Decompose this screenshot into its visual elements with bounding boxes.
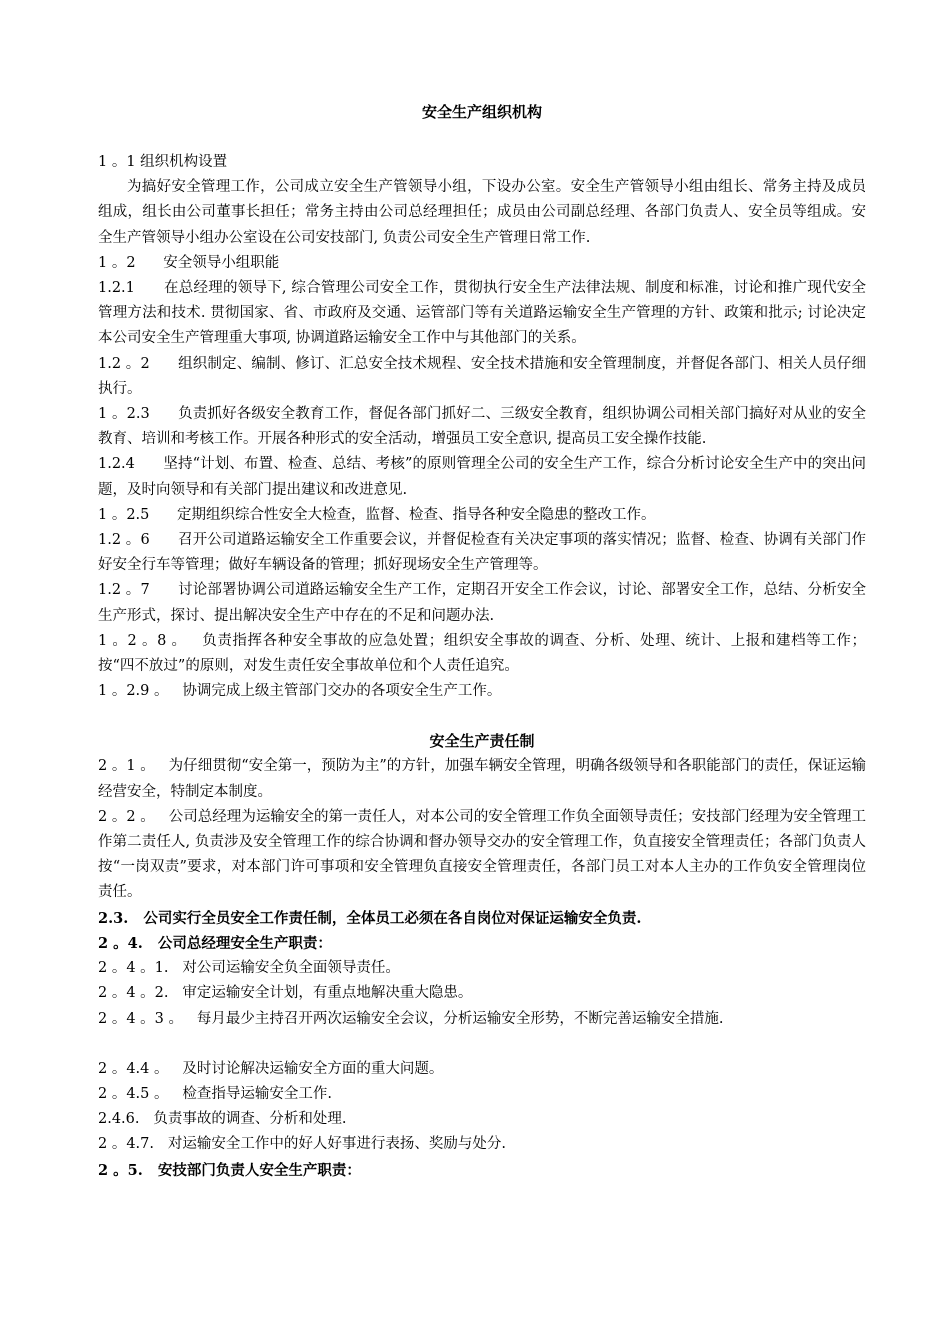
- paragraph: 2 。4 。1. 对公司运输安全负全面领导责任。: [98, 960, 400, 977]
- paragraph: 2 。1 。 为仔细贯彻“安全第一，预防为主”的方针，加强车辆安全管理，明确各级领导和各职能部门的责任，保证运输经营安全，特制定本制度。: [98, 758, 866, 800]
- paragraph: 2 。4 。3 。 每月最少主持召开两次运输安全会议，分析运输安全形势，不断完善运输安全措施.: [98, 1010, 724, 1027]
- document-page: [98, 100, 866, 1183]
- paragraph: 2 。2 。 公司总经理为运输安全的第一责任人，对本公司的安全管理工作负全面领导责任；安技部门经理为安全管理工作第二责任人, 负责涉及安全管理工作的综合协调和督办领导交办的安全管理工作，负直接安全管理责任；各部门负责人按“一岗双责”要求，对本部门许可事项和安全管理负直接安全管理责任，各部门员工对本人主办的工作负安全管理岗位责任。: [98, 808, 866, 901]
- paragraph: 2 。4.5 。 检查指导运输安全工作.: [98, 1085, 332, 1102]
- paragraph: 1.2 。2 组织制定、编制、修订、汇总安全技术规程、安全技术措施和安全管理制度，并督促各部门、相关人员仔细执行。: [98, 355, 866, 397]
- paragraph: 1 。1 组织机构设置: [98, 154, 228, 170]
- subheading: 2 。5. 安技部门负责人安全生产职责：: [98, 1161, 361, 1179]
- paragraph: 2 。4.7. 对运输安全工作中的好人好事进行表扬、奖励与处分.: [98, 1136, 506, 1153]
- paragraph: 2.4.6. 负责事故的调查、分析和处理.: [98, 1111, 347, 1128]
- paragraph: 1 。2.3 负责抓好各级安全教育工作，督促各部门抓好二、三级安全教育，组织协调公司相关部门搞好对从业的安全教育、培训和考核工作。开展各种形式的安全活动，增强员工安全意识, 提高员工安全操作技能.: [98, 406, 866, 448]
- paragraph: 1 。2.5 定期组织综合性安全大检查，监督、检查、指导各种安全隐患的整改工作。: [98, 506, 656, 523]
- spacer: [98, 704, 866, 729]
- subheading: 2 。4. 公司总经理安全生产职责：: [98, 934, 332, 952]
- section-title-organization: 安全生产组织机构: [421, 103, 542, 121]
- paragraph: 1.2 。6 召开公司道路运输安全工作重要会议，并督促检查有关决定事项的落实情况；监督、检查、协调有关部门作好安全行车等管理；做好车辆设备的管理；抓好现场安全生产管理等。: [98, 532, 866, 574]
- paragraph: 1.2.1 在总经理的领导下, 综合管理公司安全工作，贯彻执行安全生产法律法规、制度和标准，讨论和推广现代安全管理方法和技术. 贯彻国家、省、市政府及交通、运管部门等有关道路运输安全生产管理的方针、政策和批示; 讨论决定本公司安全生产管理重大事项, 协调道路运输安全工作中与其他部门的关系。: [98, 280, 866, 347]
- paragraph: 1 。2 。8 。 负责指挥各种安全事故的应急处置；组织安全事故的调查、分析、处理、统计、上报和建档等工作；按“四不放过”的原则，对发生责任安全事故单位和个人责任追究。: [98, 632, 866, 675]
- spacer: [98, 1032, 866, 1057]
- paragraph: 1 。2.9 。 协调完成上级主管部门交办的各项安全生产工作。: [98, 683, 502, 700]
- paragraph-bold: 2.3. 公司实行全员安全工作责任制，全体员工必须在各自岗位对保证运输安全负责.: [98, 909, 642, 927]
- paragraph: 1.2.4 坚持“计划、布置、检查、总结、考核”的原则管理全公司的安全生产工作，综合分析讨论安全生产中的突出问题，及时向领导和有关部门提出建议和改进意见.: [98, 456, 866, 498]
- paragraph: 1.2 。7 讨论部署协调公司道路运输安全生产工作，定期召开安全工作会议，讨论、部署安全工作，总结、分析安全生产形式，探讨、提出解决安全生产中存在的不足和问题办法.: [98, 582, 866, 624]
- paragraph: 2 。4 。2. 审定运输安全计划，有重点地解决重大隐患。: [98, 985, 473, 1002]
- paragraph: 1 。2 安全领导小组职能: [98, 254, 280, 271]
- paragraph: 为搞好安全管理工作，公司成立安全生产管领导小组，下设办公室。安全生产管领导小组由组长、常务主持及成员组成，组长由公司董事长担任；常务主持由公司总经理担任；成员由公司副总经理、各部门负责人、安全员等组成。安全生产管领导小组办公室设在公司安技部门, 负责公司安全生产管理日常工作.: [98, 179, 866, 246]
- section-title-responsibility: 安全生产责任制: [429, 732, 535, 751]
- paragraph: 2 。4.4 。 及时讨论解决运输安全方面的重大问题。: [98, 1060, 444, 1077]
